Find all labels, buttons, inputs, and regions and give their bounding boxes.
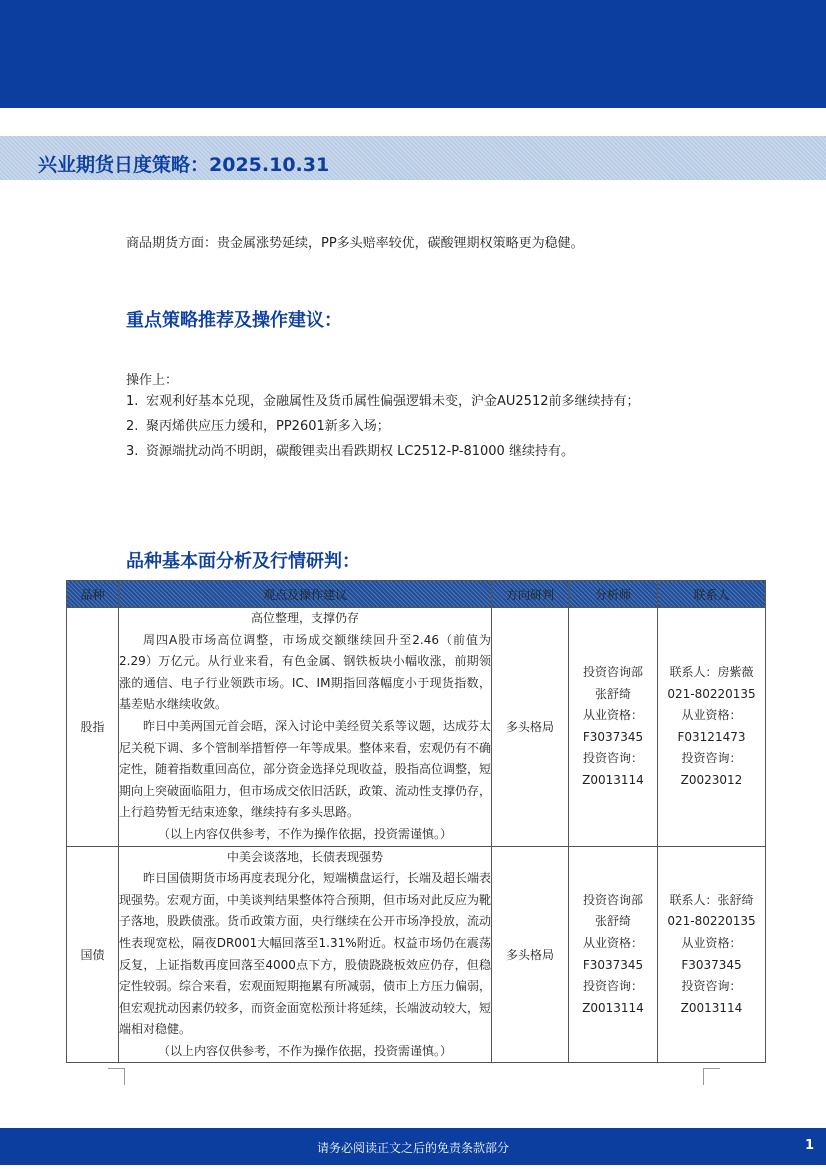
opinion-cell: [119, 846, 492, 1063]
contact-line: 从业资格：: [681, 935, 742, 950]
crop-mark-left: [108, 1068, 125, 1085]
crop-mark-right: [703, 1068, 720, 1085]
analyst-line: Z0013114: [582, 1000, 644, 1015]
list-item: [126, 393, 640, 418]
contact-cell: [658, 608, 766, 847]
list-number: 3.: [126, 444, 139, 459]
table-row: [67, 846, 766, 1063]
analyst-line: 张舒绮: [594, 914, 631, 929]
analyst-line: Z0013114: [582, 772, 644, 787]
top-banner: [0, 0, 826, 108]
variety-cell: 国债: [67, 846, 119, 1063]
direction-cell: 多头格局: [492, 608, 569, 847]
analysis-table: [66, 580, 766, 1063]
opinion-paragraph: 周四A股市场高位调整，市场成交额继续回升至2.46（前值为2.29）万亿元。从行业来看，有色金属、钢铁板块小幅收涨，前期领涨的通信、电子行业领跌市场。IC、IM期指回落幅度小于现货指数，基差贴水继续收敛。: [119, 632, 491, 712]
list-number: 1.: [126, 394, 139, 409]
section-heading-strategy: 重点策略推荐及操作建议：: [126, 310, 342, 331]
analyst-line: 从业资格：: [582, 935, 643, 950]
page-number: 1: [804, 1138, 814, 1153]
analyst-line: 投资咨询部: [582, 892, 643, 907]
analyst-line: 投资咨询：: [582, 751, 643, 766]
direction-cell: 多头格局: [492, 846, 569, 1063]
column-header: 联系人: [658, 581, 766, 608]
contact-cell: [658, 846, 766, 1063]
analyst-line: 投资咨询：: [582, 979, 643, 994]
contact-line: 联系人：房紫薇: [669, 664, 754, 679]
column-header: 分析师: [569, 581, 658, 608]
analyst-cell: [569, 846, 658, 1063]
opinion-subtitle: 中美会谈落地，长债表现强势: [226, 849, 383, 864]
analyst-line: 从业资格：: [582, 708, 643, 723]
analyst-line: F3037345: [582, 957, 644, 972]
list-text: 宏观利好基本兑现，金融属性及货币属性偏强逻辑未变，沪金AU2512前多继续持有；: [146, 394, 640, 409]
column-header: 品种: [67, 581, 119, 608]
contact-line: 021-80220135: [667, 914, 756, 929]
operations-intro: 操作上：: [126, 373, 179, 388]
contact-line: Z0013114: [680, 1000, 743, 1015]
summary-text: 商品期货方面：贵金属涨势延续，PP多头赔率较优，碳酸锂期权策略更为稳健。: [126, 236, 584, 251]
opinion-paragraph: 昨日中美两国元首会晤，深入讨论中美经贸关系等议题，达成芬太尼关税下调、多个管制举措暂停一年等成果。整体来看，宏观仍有不确定性，随着指数重回高位，部分资金选择兑现收益，股指高位调整，短期向上突破面临阻力，但市场成交依旧活跃，政策、流动性支撑仍存，上行趋势暂无结束迹象，继续持有多头思路。: [119, 718, 492, 820]
column-header: 观点及操作建议: [119, 581, 492, 608]
list-text: 资源端扰动尚不明朗，碳酸锂卖出看跌期权 LC2512-P-81000 继续持有。: [146, 444, 574, 459]
contact-line: F3037345: [681, 957, 742, 972]
analyst-line: 张舒绮: [594, 686, 631, 701]
contact-line: Z0023012: [680, 772, 743, 787]
footer-notice: 请务必阅读正文之后的免责条款部分: [316, 1141, 509, 1155]
list-item: [126, 443, 640, 468]
list-item: [126, 418, 640, 443]
analyst-cell: [569, 608, 658, 847]
list-number: 2.: [126, 419, 139, 434]
variety-cell: 股指: [67, 608, 119, 847]
analyst-line: 投资咨询部: [582, 664, 643, 679]
operations-list: [126, 393, 640, 468]
contact-line: 联系人：张舒绮: [669, 892, 754, 907]
opinion-subtitle: 高位整理，支撑仍存: [250, 611, 359, 625]
contact-line: 021-80220135: [667, 686, 756, 701]
footer-bar: [0, 1128, 826, 1165]
section-heading-analysis: 品种基本面分析及行情研判：: [126, 551, 360, 572]
column-header: 方向研判: [492, 581, 569, 608]
opinion-cell: [119, 608, 492, 847]
disclaimer-text: （以上内容仅供参考，不作为操作依据，投资需谨慎。）: [157, 826, 452, 841]
opinion-paragraph: 昨日国债期货市场再度表现分化，短端横盘运行，长端及超长端表现强势。宏观方面，中美谈判结果整体符合预期，但市场对此反应为靴子落地，股跌债涨。货币政策方面，央行继续在公开市场净投放，流动性表现宽松，隔夜DR001大幅回落至1.31%附近。权益市场仍在震荡反复，上证指数再度回落至4000点下方，股债跷跷板效应仍存，但稳定性较弱。综合来看，宏观面短期拖累有所减弱，债市上方压力偏弱，但宏观扰动因素仍较多，而资金面宽松预计将延续，长端波动较大，短端相对稳健。: [119, 871, 492, 1037]
page-title: 兴业期货日度策略：2025.10.31: [38, 154, 330, 176]
contact-line: F03121473: [677, 729, 746, 744]
list-text: 聚丙烯供应压力缓和，PP2601新多入场；: [146, 419, 390, 434]
disclaimer-text: （以上内容仅供参考，不作为操作依据，投资需谨慎。）: [157, 1043, 452, 1058]
contact-line: 从业资格：: [681, 708, 742, 723]
contact-line: 投资咨询：: [681, 751, 742, 766]
analyst-line: F3037345: [582, 729, 644, 744]
table-header-row: [67, 581, 766, 608]
contact-line: 投资咨询：: [681, 979, 742, 994]
table-row: [67, 608, 766, 847]
